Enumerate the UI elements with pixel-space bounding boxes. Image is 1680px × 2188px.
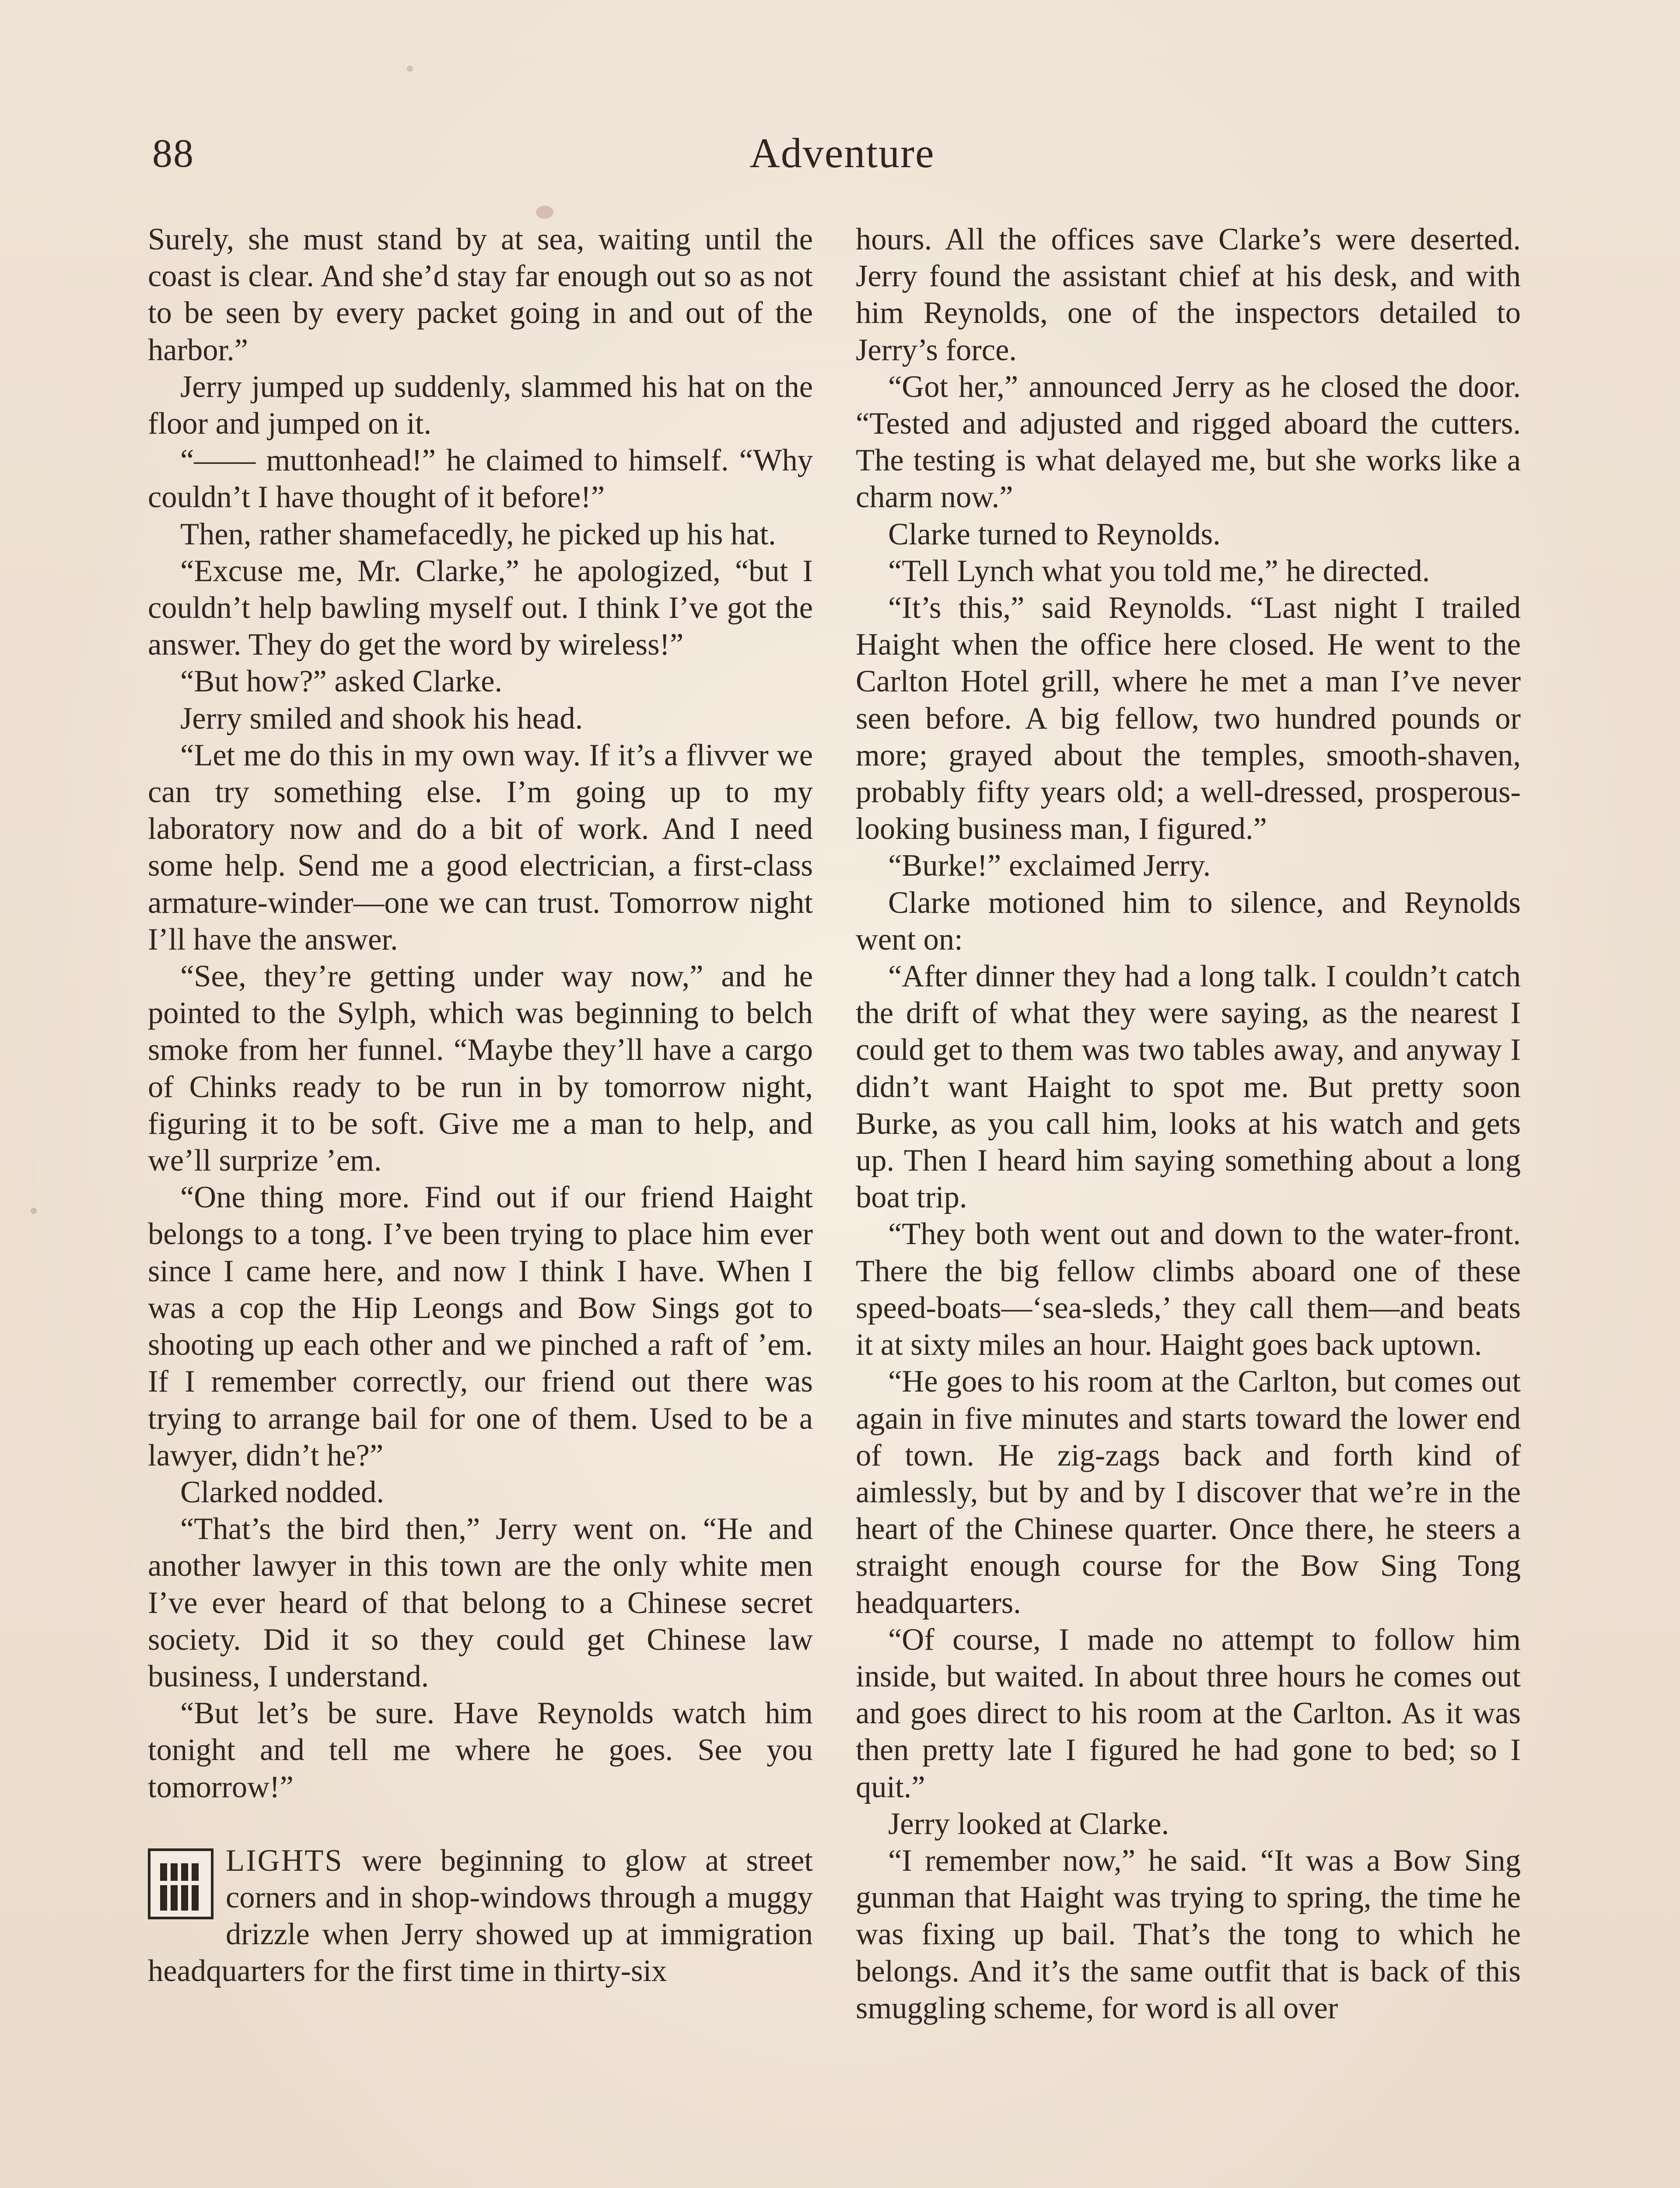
- lead-word: LIGHTS: [226, 1843, 343, 1878]
- paragraph: “But let’s be sure. Have Reynolds watch him tonight and tell me where he goes. See you tomorrow!”: [148, 1696, 813, 1804]
- left-column: [148, 221, 813, 1990]
- page-header: [152, 127, 1532, 188]
- paragraph: Then, rather shamefacedly, he picked up his hat.: [180, 517, 776, 551]
- paragraph: “Excuse me, Mr. Clarke,” he apologized, “but I couldn’t help bawling myself out. I think I’ve got the answer. They do get the word by wireless!”: [148, 554, 813, 662]
- paragraph: “Burke!” exclaimed Jerry.: [888, 849, 1211, 883]
- page-number: 88: [152, 131, 194, 175]
- paragraph: “That’s the bird then,” Jerry went on. “He and another lawyer in this town are the only white men I’ve ever heard of that belong to a Chinese secret society. Did it so they could get Chinese law business, I understand.: [148, 1512, 813, 1694]
- paragraph: “He goes to his room at the Carlton, but comes out again in five minutes and starts toward the lower end of town. He zig-zags back and forth kind of aimlessly, but by and by I discover that we’re in the heart of the Chinese quarter. Once there, he steers a straight enough course for the Bow Sing Tong headquarters.: [856, 1364, 1521, 1620]
- paragraph: “Got her,” announced Jerry as he closed the door. “Tested and adjusted and rigged aboard the cutters. The testing is what delayed me, but she works like a charm now.”: [856, 369, 1521, 515]
- paragraph: Clarke turned to Reynolds.: [888, 517, 1221, 551]
- paragraph: “But how?” asked Clarke.: [180, 664, 503, 699]
- paragraph: hours. All the offices save Clarke’s were deserted. Jerry found the assistant chief at his desk, and with him Reynolds, one of the inspectors detailed to Jerry’s force.: [856, 222, 1521, 367]
- paragraph: “Tell Lynch what you told me,” he directed.: [888, 554, 1430, 588]
- paragraph: Clarked nodded.: [180, 1475, 384, 1509]
- paper-stain: [31, 1208, 37, 1214]
- section-opening-text: were beginning to glow at street corners and in shop-windows through a muggy drizzle when Jerry showed up at immigration headquarters for the first time in thirty-six: [148, 1843, 813, 1988]
- paragraph: “They both went out and down to the water-front. There the big fellow climbs aboard one of these speed-boats—‘sea-sleds,’ they call them—and beats it at sixty miles an hour. Haight goes back uptown.: [856, 1217, 1521, 1362]
- paragraph: “Let me do this in my own way. If it’s a flivver we can try something else. I’m going up to my laboratory now and do a bit of work. And I need some help. Send me a good electrician, a first-class armature-winder—one we can trust. Tomorrow night I’ll have the answer.: [148, 738, 813, 957]
- paragraph: Jerry smiled and shook his head.: [180, 701, 583, 736]
- drop-cap-illustration: [148, 1848, 214, 1919]
- paragraph: “I remember now,” he said. “It was a Bow Sing gunman that Haight was trying to spring, the time he was fixing up bail. That’s the tong to which he belongs. And it’s the same outfit that is back of this smuggling scheme, for word is all over: [856, 1843, 1521, 2025]
- paragraph: “After dinner they had a long talk. I couldn’t catch the drift of what they were saying, as the nearest I could get to them was two tables away, and anyway I didn’t want Haight to spot me. But pretty soon Burke, as you call him, looks at his watch and gets up. Then I heard him saying something about a long boat trip.: [856, 959, 1521, 1215]
- paragraph: Clarke motioned him to silence, and Reynolds went on:: [856, 885, 1521, 957]
- paragraph: Jerry jumped up suddenly, slammed his hat on the floor and jumped on it.: [148, 369, 813, 441]
- magazine-title: Adventure: [749, 130, 935, 176]
- section-opening-paragraph: [148, 1842, 813, 1990]
- section-break: [148, 1842, 813, 1990]
- paragraph: Surely, she must stand by at sea, waiting until the coast is clear. And she’d stay far enough out so as not to be seen by every packet going in and out of the harbor.”: [148, 222, 813, 367]
- right-column: [856, 221, 1521, 2027]
- paragraph: “—— muttonhead!” he claimed to himself. “Why couldn’t I have thought of it before!”: [148, 443, 813, 515]
- paragraph: Jerry looked at Clarke.: [888, 1806, 1169, 1841]
- paragraph: “Of course, I made no attempt to follow him inside, but waited. In about three hours he comes out and goes direct to his room at the Carlton. As it was then pretty late I figured he had gone to bed; so I quit.”: [856, 1622, 1521, 1804]
- building-icon: [160, 1863, 201, 1911]
- paragraph: “See, they’re getting under way now,” and he pointed to the Sylph, which was beginning to belch smoke from her funnel. “Maybe they’ll have a cargo of Chinks ready to be run in by tomorrow night, figuring it to be soft. Give me a man to help, and we’ll surprize ’em.: [148, 959, 813, 1178]
- paper-stain: [407, 66, 413, 72]
- paper-stain: [536, 206, 553, 219]
- paragraph: “It’s this,” said Reynolds. “Last night I trailed Haight when the office here closed. He went to the Carlton Hotel grill, where he met a man I’ve never seen before. A big fellow, two hundred pounds or more; grayed about the temples, smooth-shaven, probably fifty years old; a well-dressed, prosperous-looking business man, I figured.”: [856, 591, 1521, 846]
- paragraph: “One thing more. Find out if our friend Haight belongs to a tong. I’ve been trying to place him ever since I came here, and now I think I have. When I was a cop the Hip Leongs and Bow Sings got to shooting up each other and we pinched a raft of ’em. If I remember correctly, our friend out there was trying to arrange bail for one of them. Used to be a lawyer, didn’t he?”: [148, 1180, 813, 1473]
